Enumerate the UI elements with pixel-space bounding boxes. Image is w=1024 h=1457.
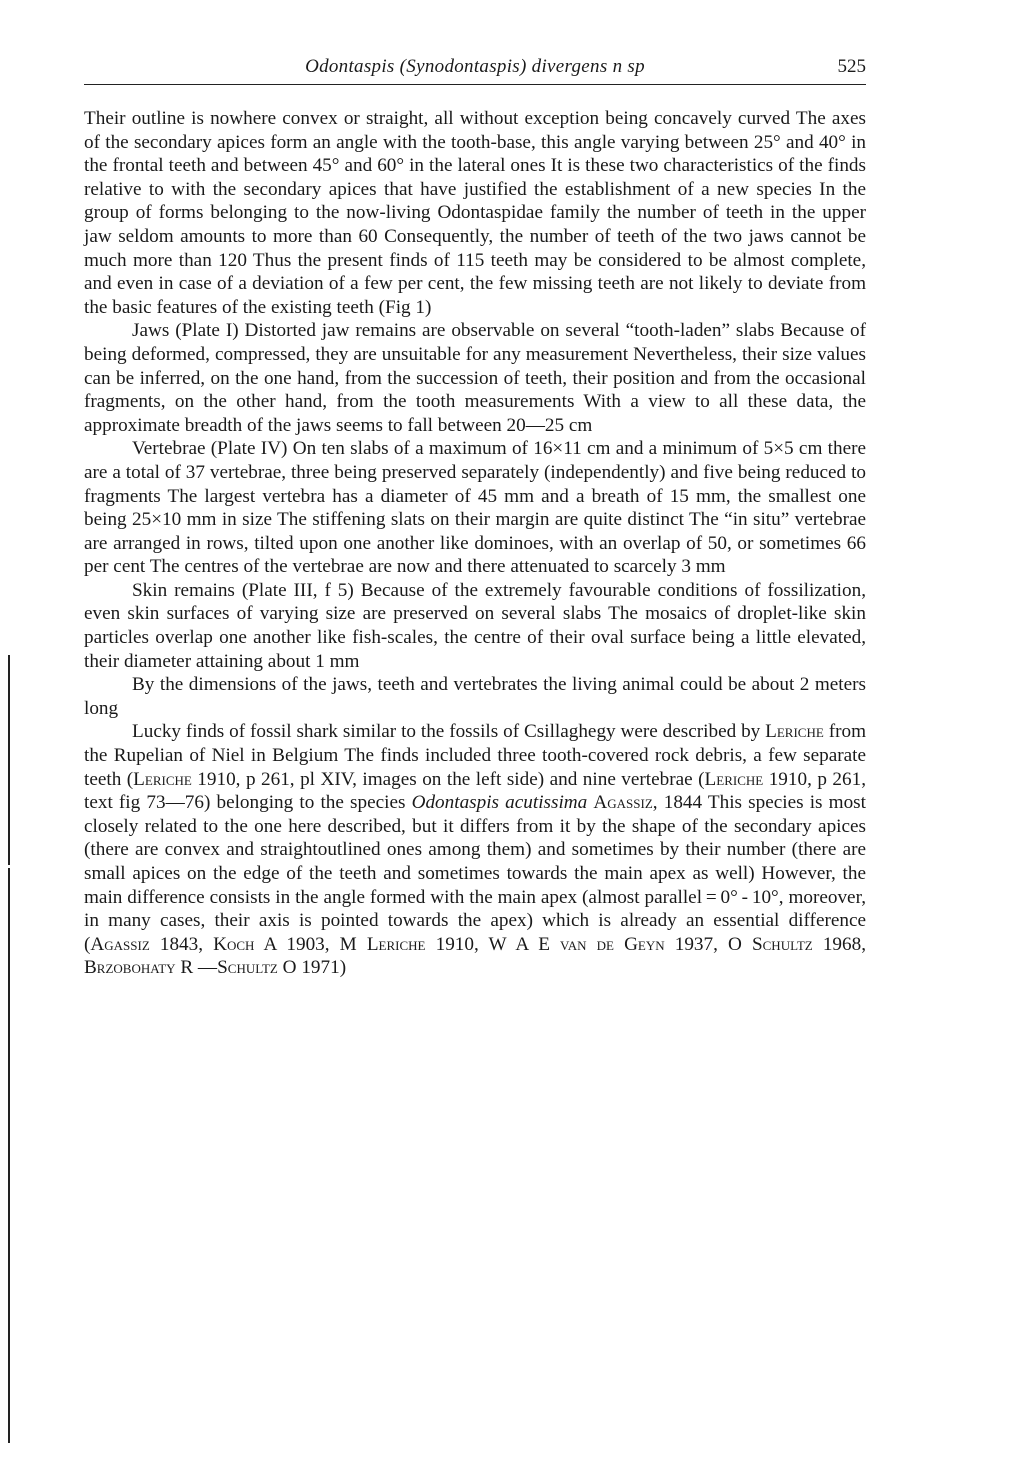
text-run: 1910, p 261, pl XIV, images on the left side) and nine vertebrae ( xyxy=(191,768,705,790)
author-name: Brzobohaty xyxy=(84,957,176,979)
margin-line-lower xyxy=(8,868,10,1443)
page-header xyxy=(84,50,866,85)
text-run: R — xyxy=(175,957,218,979)
paragraph-jaws: Jaws (Plate I) Distorted jaw remains are observable on several “tooth-laden” slabs Because of being deformed, compressed, they are unsuitable for any measurement Nevertheless, their size values can be inferred, on the one hand, from the succession of teeth, their position and from the occasional fragments, on the other hand, from the tooth measurements With a view to all these data, the approximate breadth of the jaws seems to fall between 20—25 cm xyxy=(84,320,866,436)
author-name: Schultz xyxy=(217,957,278,979)
text-run: O 1971) xyxy=(277,957,347,979)
author-name: Leriche xyxy=(366,933,426,955)
author-name: van de Geyn xyxy=(560,933,665,955)
author-name: Agassiz xyxy=(90,933,150,955)
paragraph-skin-remains: Skin remains (Plate III, f 5) Because of the extremely favourable conditions of fossilization, even skin surfaces of varying size are preserved on several slabs The mosaics of droplet-like skin particles overlap one another like fish-scales, the centre of their oval surface being a little elevated, their diameter attaining about 1 mm xyxy=(84,579,866,672)
author-name: Agassiz xyxy=(593,792,653,814)
article-body xyxy=(84,107,866,980)
text-run: A 1903, M xyxy=(254,933,367,955)
margin-line-upper xyxy=(8,655,10,865)
paragraph-comparison xyxy=(84,720,866,980)
running-title: Odontaspis (Synodontaspis) divergens n sp xyxy=(305,56,645,77)
author-name: Leriche xyxy=(765,721,824,743)
text-run: , 1844 This species is most closely related to the one here described, but it differs from it by the shape of the secondary apices (there are convex and straightoutlined ones among them) and sometimes by their number (there are small apices on the edge of the teeth and sometimes towards the main apex as well) However, the main difference consists in the angle formed with the main apex (almost parallel = 0° - 10°, moreover, in many cases, their axis is pointed towards the apex) which is already an essential difference ( xyxy=(84,792,866,955)
page-number: 525 xyxy=(837,56,866,77)
species-name: Odontaspis acutissima xyxy=(411,792,588,814)
text-run: from the Rupelian of Niel in Belgium The finds included three tooth-covered rock debris, a few separate teeth ( xyxy=(84,721,866,790)
text-run: 1910, p 261, text fig 73—76) belonging to the species xyxy=(84,768,866,814)
text-run: 1937, O xyxy=(664,933,752,955)
author-name: Koch xyxy=(213,933,255,955)
author-name: Leriche xyxy=(133,768,192,790)
author-name: Schultz xyxy=(751,933,813,955)
text-run: 1968, xyxy=(812,933,866,955)
paragraph-body-size: By the dimensions of the jaws, teeth and vertebrates the living animal could be about 2 meters long xyxy=(84,674,866,719)
text-run: 1910, W A E xyxy=(425,933,561,955)
author-name: Leriche xyxy=(704,768,764,790)
text-run: Lucky finds of fossil shark similar to the fossils of Csillaghegy were described by xyxy=(132,721,766,743)
paragraph-vertebrae: Vertebrae (Plate IV) On ten slabs of a maximum of 16×11 cm and a minimum of 5×5 cm there are a total of 37 vertebrae, three being preserved separately (independently) and five being reduced to fragments The largest vertebra has a diameter of 45 mm and a breath of 15 mm, the smallest one being 25×10 mm in size The stiffening slats on their margin are quite distinct The “in situ” vertebrae are arranged in rows, tilted upon one another like dominoes, with an overlap of 50, or sometimes 66 per cent The centres of the vertebrae are now and there attenuated to scarcely 3 mm xyxy=(84,438,866,578)
text-run: 1843, xyxy=(149,933,214,955)
paragraph-tooth-description: Their outline is nowhere convex or straight, all without exception being concavely curved The axes of the secondary apices form an angle with the tooth-base, this angle varying between 25° and 40° in the frontal teeth and between 45° and 60° in the lateral ones It is these two characteristics of the finds relative to with the secondary apices that have justified the establishment of a new species In the group of forms belonging to the now-living Odontaspidae family the number of teeth in the upper jaw seldom amounts to more than 60 Consequently, the number of teeth of the two jaws cannot be much more than 120 Thus the present finds of 115 teeth may be considered to be almost complete, and even in case of a deviation of a few per cent, the few missing teeth are not likely to deviate from the basic features of the existing teeth (Fig 1) xyxy=(84,108,866,318)
